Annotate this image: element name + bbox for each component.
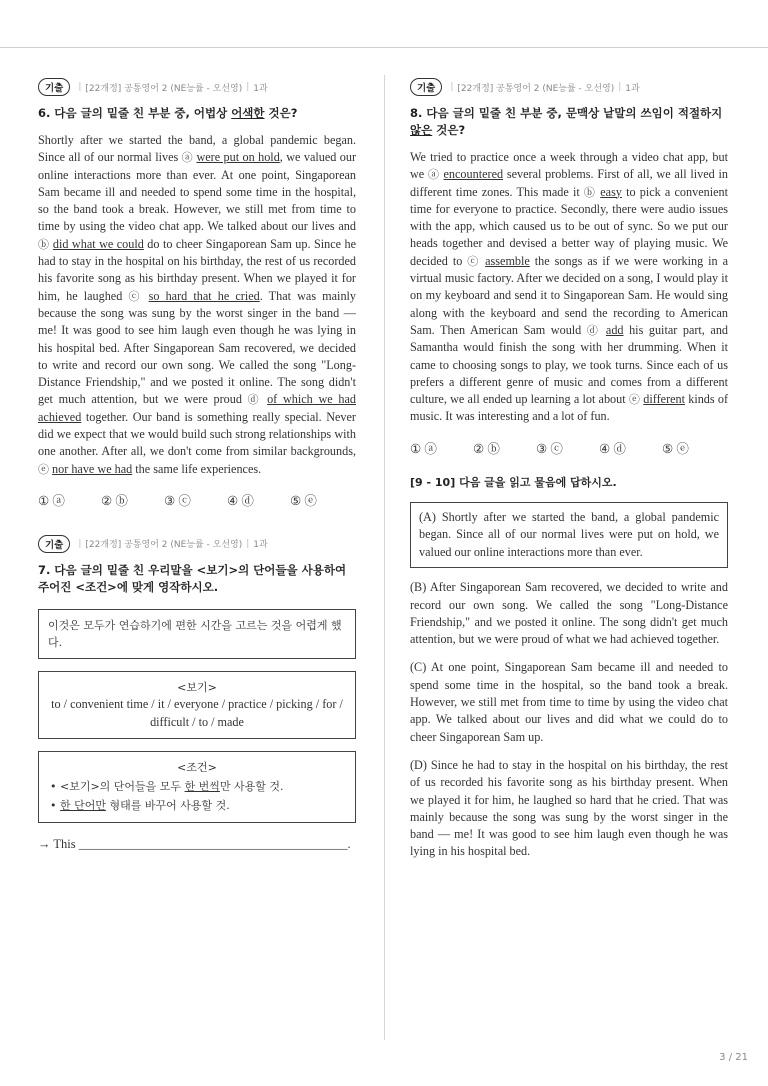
- unit-label: 1과: [625, 83, 640, 94]
- left-column: [38, 76, 356, 852]
- question-meta: 기출 | [22개정] 공통영어 2 (NE능률 - 오선영) | 1과: [410, 76, 728, 98]
- condition-2: • 한 단어만 형태를 바꾸어 사용할 것.: [50, 798, 230, 812]
- question-title: 7. 다음 글의 밑줄 친 우리말을 <보기>의 단어들을 사용하여 주어진 <조건>에 맞게 영작하시오.: [38, 562, 347, 594]
- exam-tag: 기출: [38, 535, 70, 553]
- right-column: [410, 76, 728, 861]
- exam-tag: 기출: [38, 78, 70, 96]
- question-title: 8. 다음 글의 밑줄 친 부분 중, 문맥상 낱말의 쓰임이 적절하지 않은 것은?: [410, 106, 723, 137]
- choice-5[interactable]: ⑤ ⓔ: [290, 493, 317, 508]
- paragraph-b: (B) After Singaporean Sam recovered, we decided to write and record our own song. We called the song "Long-Distance Friendship," and we posted it online. The song didn't get much attention, but we were proud of what we had achieved together.: [410, 580, 728, 647]
- source-label: [22개정] 공통영어 2 (NE능률 - 오선영): [457, 83, 615, 94]
- answer-line[interactable]: → This ___________________________________________.: [38, 836, 351, 851]
- passage: Shortly after we started the band, a global pandemic began. Since all of our normal lives ⓐ were put on hold, we valued our online interactions more than ever. At one point, Singaporean Sam became ill and needed to spend some time in the hospital, so the band took a break. However, we still met from time to time by using the video chat app. We talked about our lives and ⓑ did what we could do to cheer Singaporean Sam up. Since he had to stay in the hospital on his birthday, the rest of us recorded his favorite song as his birthday present. When we played it for him, he laughed ⓒ so hard that he cried. That was mainly because the song was sung by the worst singer in the band — me! It was good to see him laugh even though he was lying in his hospital bed. After Singaporean Sam recovered, we decided to write and record our own song. We called the song "Long-Distance Friendship," and we posted it online. The song didn't get much attention, but we were proud ⓓ of which we had achieved together. Our band is something really special. Never did we expect that we would build such strong relationships with one another. After all, we don't come from similar backgrounds, ⓔ nor have we had the same life experiences.: [38, 133, 357, 476]
- page-number: 3 / 21: [719, 1052, 748, 1063]
- question-meta: 기출 | [22개정] 공통영어 2 (NE능률 - 오선영) | 1과: [38, 76, 356, 98]
- choice-4[interactable]: ④ ⓓ: [227, 493, 254, 508]
- question-7: [38, 533, 356, 852]
- choice-2[interactable]: ② ⓑ: [473, 441, 500, 456]
- conditions-title: <조건>: [177, 761, 217, 775]
- paragraph-a-box: (A) Shortly after we started the band, a global pandemic began. Since all of our normal lives were put on hold, we valued our online interactions more than ever.: [410, 502, 728, 569]
- choice-5[interactable]: ⑤ ⓔ: [662, 441, 689, 456]
- question-9-10: [410, 474, 728, 861]
- question-6: [38, 76, 356, 509]
- korean-sentence-box: 이것은 모두가 연습하기에 편한 시간을 고르는 것을 어렵게 했다.: [38, 609, 356, 659]
- answer-choices: [38, 491, 356, 509]
- paragraph-c: (C) At one point, Singaporean Sam became ill and needed to spend some time in the hospital, so the band took a break. However, we still met from time to time by using the video chat app. We talked about our lives and did what we could do to cheer Singaporean Sam up.: [410, 660, 728, 744]
- answer-choices: [410, 439, 728, 457]
- source-label: [22개정] 공통영어 2 (NE능률 - 오선영): [85, 83, 243, 94]
- condition-1: • <보기>의 단어들을 모두 한 번씩만 사용할 것.: [50, 779, 284, 793]
- unit-label: 1과: [253, 540, 268, 551]
- question-title: 6. 다음 글의 밑줄 친 부분 중, 어법상 어색한 것은?: [38, 106, 298, 120]
- passage: We tried to practice once a week through a video chat app, but we ⓐ encountered several problems. First of all, we all lived in different time zones. This made it ⓑ easy to pick a convenient time for everyone to practice. Secondly, there were audio issues with the app, which caused us to be out of sync. So we put our heads together and devised a better way of playing music. We decided to ⓒ assemble the songs as if we were working in a virtual music factory. After we decided on a song, I would play it on my keyboard and send it to Singaporean Sam. He would sing along with the keyboard and send the recording to American Sam. Then American Sam would ⓓ add his guitar part, and Samantha would finish the song with her drumming. When it came to choosing songs to play, we took turns. Since each of us prefers a different genre of music and comes from a different culture, we all ended up learning a lot about ⓔ different kinds of music. It was interesting and a lot of fun.: [410, 150, 729, 424]
- choice-4[interactable]: ④ ⓓ: [599, 441, 626, 456]
- source-label: [22개정] 공통영어 2 (NE능률 - 오선영): [85, 540, 243, 551]
- word-bank-box: [38, 671, 356, 740]
- section-heading: [9 - 10] 다음 글을 읽고 물음에 답하시오.: [410, 475, 617, 489]
- paragraph-d: (D) Since he had to stay in the hospital on his birthday, the rest of us recorded his favorite song as his birthday present. When we played it for him, he laughed so hard that he cried. That was mainly because the song was sung by the worst singer in the band — me! It was good to see him laugh even though he was lying in his hospital bed.: [410, 757, 728, 859]
- question-8: [410, 76, 728, 457]
- unit-label: 1과: [253, 83, 268, 94]
- question-meta: 기출 | [22개정] 공통영어 2 (NE능률 - 오선영) | 1과: [38, 533, 356, 555]
- choice-2[interactable]: ② ⓑ: [101, 493, 128, 508]
- word-bank: to / convenient time / it / everyone / practice / picking / for / difficult / to / made: [51, 697, 343, 729]
- exam-tag: 기출: [410, 78, 442, 96]
- choice-3[interactable]: ③ ⓒ: [164, 493, 191, 508]
- word-bank-title: <보기>: [177, 680, 217, 694]
- choice-1[interactable]: ① ⓐ: [38, 493, 65, 508]
- column-divider: [384, 75, 385, 1040]
- choice-3[interactable]: ③ ⓒ: [536, 441, 563, 456]
- choice-1[interactable]: ① ⓐ: [410, 441, 437, 456]
- header-rule: [0, 47, 768, 48]
- conditions-box: [38, 751, 356, 823]
